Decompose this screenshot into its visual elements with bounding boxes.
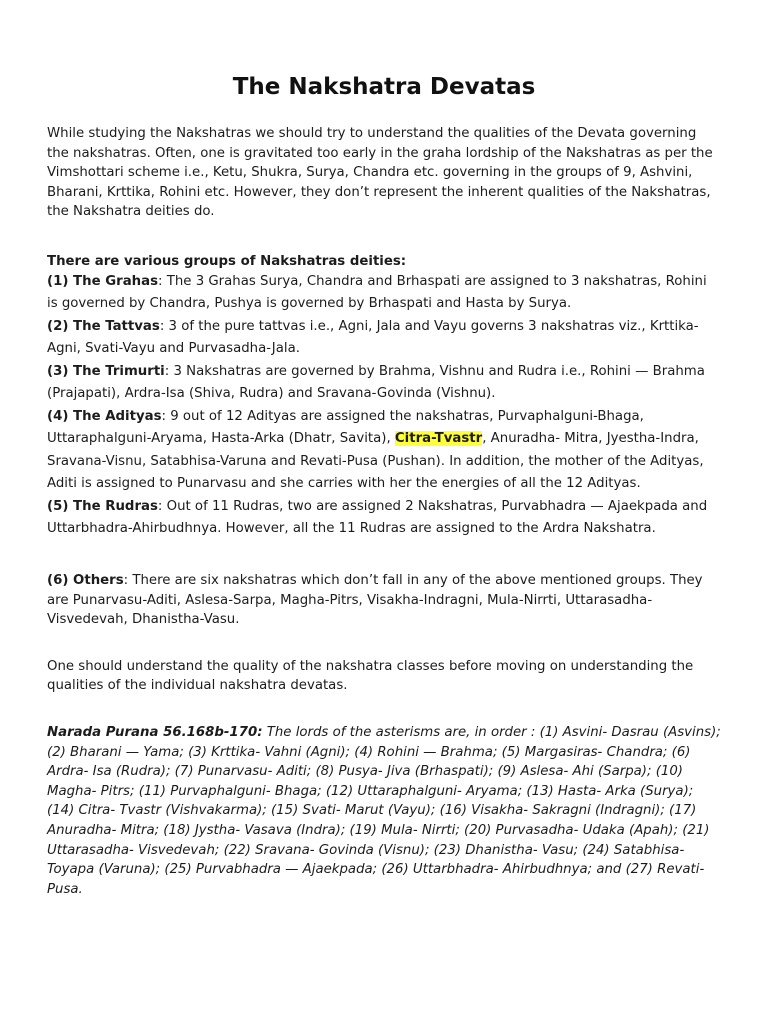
narada-purana-paragraph: [47, 723, 721, 899]
group-adityas: [47, 406, 721, 496]
narada-text: The lords of the asterisms are, in order : (1) Asvini- Dasrau (Asvins); (2) Bharani — Yama; (3) Krttika- Vahni (Agni); (4) Rohini — Brahma; (5) Margasiras- Chandra; (6) Ardra- Isa (Rudra); (7) Punarvasu- Aditi; (8) Pusya- Jiva (Brhaspati); (9) Aslesa- Ahi (Sarpa); (10) Magha- Pitrs; (11) Purvaphalguni- Bhaga; (12) Uttaraphalguni- Aryama; (13) Hasta- Arka (Surya); (14) Citra- Tvastr (Vishvakarma); (15) Svati- Marut (Vayu); (16) Visakha- Sakragni (Indragni); (17) Anuradha- Mitra; (18) Jystha- Vasava (Indra); (19) Mula- Nirrti; (20) Purvasadha- Udaka (Apah); (21) Uttarasadha- Visvedevah; (22) Sravana- Govinda (Visnu); (23) Dhanistha- Vasu; (24) Satabhisa- Toyapa (Varuna); (25) Purvabhadra — Ajaekpada; (26) Uttarbhadra- Ahirbudhnya; and (27) Revati- Pusa.: [47, 724, 721, 897]
group-grahas: [47, 271, 721, 316]
group-label: (5) The Rudras: [47, 498, 158, 514]
group-text: , Anuradha- Mitra, Jyestha-Indra, Sravana-Visnu, Satabhisa-Varuna and Revati-Pusa (Pushan). In addition, the mother of the Adityas, Aditi is assigned to Punarvasu and she carries with her the energies of all the 12 Adityas.: [47, 431, 704, 492]
group-text: : 3 of the pure tattvas i.e., Agni, Jala and Vayu governs 3 nakshatras viz., Krttika-Agni, Svati-Vayu and Purvasadha-Jala.: [47, 318, 699, 357]
closing-paragraph: One should understand the quality of the nakshatra classes before moving on understanding the qualities of the individual nakshatra devatas.: [47, 658, 694, 694]
group-label: (4) The Adityas: [47, 408, 162, 424]
intro-paragraph: While studying the Nakshatras we should try to understand the qualities of the Devata governing the nakshatras. Often, one is gravitated too early in the graha lordship of the Nakshatras as per the Vimshottari scheme i.e., Ketu, Shukra, Surya, Chandra etc. governing in the groups of 9, Ashvini, Bharani, Krttika, Rohini etc. However, they don’t represent the inherent qualities of the Nakshatras, the Nakshatra deities do.: [47, 126, 713, 220]
others-label: (6) Others: [47, 572, 124, 588]
group-rudras: [47, 496, 721, 541]
others-text: : There are six nakshatras which don’t fall in any of the above mentioned groups. They are Punarvasu-Aditi, Aslesa-Sarpa, Magha-Pitrs, Visakha-Indragni, Mula-Nirrti, Uttarasadha-Visvedevah, Dhanistha-Vasu.: [47, 572, 703, 628]
group-text: : 3 Nakshatras are governed by Brahma, Vishnu and Rudra i.e., Rohini — Brahma (Prajapati), Ardra-Isa (Shiva, Rudra) and Sravana-Govinda (Vishnu).: [47, 363, 705, 402]
group-label: (3) The Trimurti: [47, 363, 165, 379]
group-tattvas: [47, 316, 721, 361]
group-text: : 9 out of 12 Adityas are assigned the nakshatras, Purvaphalguni-Bhaga, Uttaraphalguni-Aryama, Hasta-Arka (Dhatr, Savita),: [47, 408, 644, 447]
group-text: : The 3 Grahas Surya, Chandra and Brhaspati are assigned to 3 nakshatras, Rohini is governed by Chandra, Pushya is governed by Brhaspati and Hasta by Surya.: [47, 273, 707, 312]
group-label: (2) The Tattvas: [47, 318, 160, 334]
highlighted-text: Citra-Tvastr: [394, 431, 483, 447]
narada-label: Narada Purana 56.168b-170:: [47, 724, 263, 740]
group-trimurti: [47, 361, 721, 406]
groups-heading: There are various groups of Nakshatras deities:: [47, 253, 407, 269]
others-paragraph: [47, 571, 721, 630]
group-label: (1) The Grahas: [47, 273, 159, 289]
page-title: The Nakshatra Devatas: [232, 74, 536, 100]
group-text: : Out of 11 Rudras, two are assigned 2 Nakshatras, Purvabhadra — Ajaekpada and Uttarbhadra-Ahirbudhnya. However, all the 11 Rudras are assigned to the Ardra Nakshatra.: [47, 498, 708, 537]
